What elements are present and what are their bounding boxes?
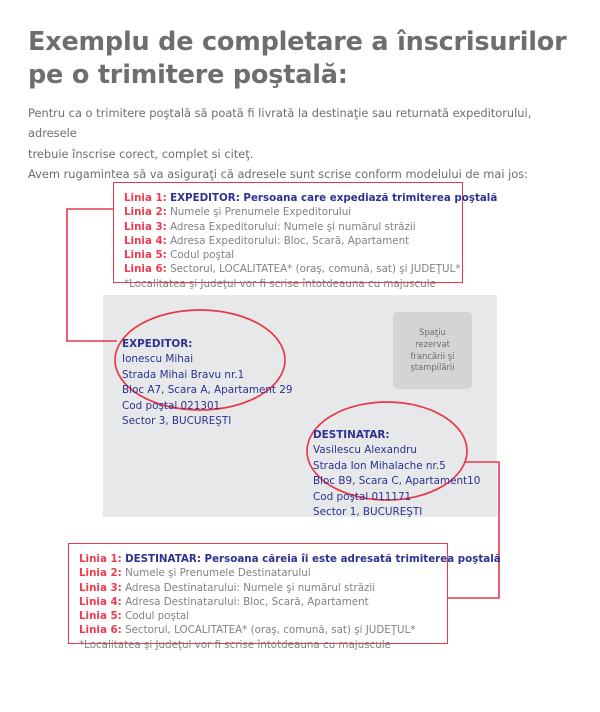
legend-line [124,234,452,248]
sender-address-line-1: Ionescu Mihai [122,353,194,366]
legend-line [79,623,437,637]
intro-line-1: Pentru ca o trimitere poştală să poată fi livrată la destinaţie sau returnată expeditorului, adresele [28,106,532,141]
intro-paragraph [28,103,580,184]
recipient-address-line-3: Bloc B9, Scara C, Apartament10 [313,475,481,488]
stamp-area-label [410,327,454,375]
legend-line [79,566,437,580]
legend-line [79,581,437,595]
legend-line-label: Linia 4: [79,595,122,608]
legend-footnote: *Localitatea şi Judeţul vor fi scrise întotdeauna cu majuscule [79,638,391,651]
legend-line-label: Linia 6: [79,624,122,637]
sender-address-block [122,337,293,429]
legend-line-text: DESTINATAR: Persoana căreia îi este adresată trimiterea poştală [125,553,501,565]
legend-line [124,248,452,262]
legend-line-label: Linia 6: [124,263,167,276]
legend-line-text: Codul poştal [170,249,235,261]
legend-line-text: Codul poştal [125,610,190,622]
recipient-address-line-5: Sector 1, BUCUREŞTI [313,505,423,518]
legend-line-text: EXPEDITOR: Persoana care expediază trimiterea poştală [170,192,498,204]
stamp-area-box [393,312,472,389]
sender-address-line-4: Cod poştal 021301 [122,399,221,412]
recipient-address-block [313,428,480,520]
page-title: Exemplu de completare a înscrisurilor pe o trimitere poştală: [28,27,567,90]
legend-line-label: Linia 1: [124,192,167,204]
legend-line-label: Linia 5: [79,610,122,622]
legend-box-sender [113,182,498,290]
legend-footnote: *Localitatea şi Judeţul vor fi scrise întotdeauna cu majuscule [124,277,436,290]
legend-line-label: Linia 2: [79,567,122,580]
legend-line-text: Numele şi Prenumele Destinatarului [125,567,311,580]
stamp-line-3: francării şi [410,350,455,361]
stamp-line-2: rezervat [415,338,450,349]
legend-line-label: Linia 4: [124,234,167,247]
legend-line-label: Linia 2: [124,206,167,219]
legend-line-text: Adresa Destinatarului: Numele şi numărul străzii [125,581,376,594]
legend-line-text: Adresa Expeditorului: Numele şi numărul străzii [170,220,416,233]
legend-line-text: Adresa Destinatarului: Bloc, Scară, Apartament [125,595,369,608]
legend-line-text: Adresa Expeditorului: Bloc, Scară, Apartament [170,234,410,247]
recipient-address-line-4: Cod poştal 011171 [313,490,412,503]
legend-line [124,220,452,234]
legend-line-label: Linia 1: [79,553,122,565]
legend-line-label: Linia 3: [124,220,167,233]
legend-line-text: Sectorul, LOCALITATEA* (oraş, comună, sat) şi JUDEŢUL* [170,263,461,276]
legend-line [124,205,452,219]
sender-address-line-5: Sector 3, BUCUREŞTI [122,414,232,427]
recipient-address-title: DESTINATAR: [313,429,390,441]
legend-line [79,609,437,623]
legend-line [124,262,461,276]
legend-line-label: Linia 3: [79,581,122,594]
sender-address-line-2: Strada Mihai Bravu nr.1 [122,368,245,381]
legend-line-label: Linia 5: [124,249,167,261]
legend-line [79,552,501,566]
stamp-line-4: ştampilării [410,362,455,373]
recipient-address-line-1: Vasilescu Alexandru [313,444,418,457]
legend-line [124,191,498,205]
sender-address-line-3: Bloc A7, Scara A, Apartament 29 [122,384,293,397]
intro-line-3: Avem rugamintea să va asiguraţi că adresele sunt scrise conform modelului de mai jos: [28,166,529,181]
intro-line-2: trebuie înscrise corect, complet si citeţ. [28,146,254,161]
sender-address-title: EXPEDITOR: [122,338,193,350]
legend-line-text: Numele şi Prenumele Expeditorului [170,206,352,219]
legend-line-text: Sectorul, LOCALITATEA* (oraş, comună, sat) şi JUDEŢUL* [125,624,416,637]
legend-box-recipient [68,543,501,651]
legend-line [79,595,437,609]
stamp-line-1: Spaţiu [419,326,446,337]
recipient-address-line-2: Strada Ion Mihalache nr.5 [313,459,446,472]
